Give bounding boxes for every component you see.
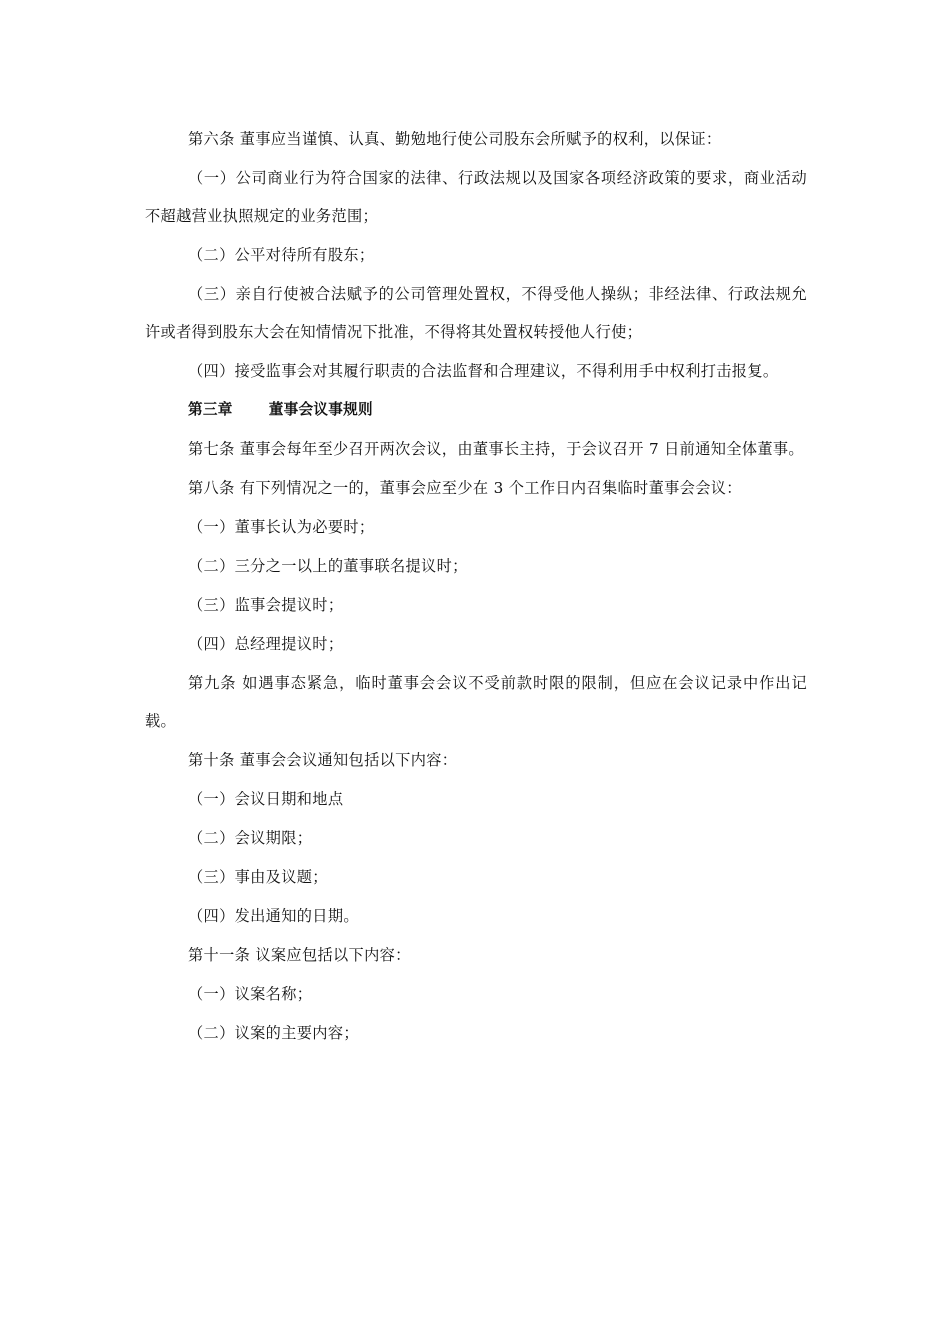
article-11-item-1: （一）议案名称； [188, 985, 313, 1003]
chapter-number: 第三章 [188, 401, 233, 418]
article-6-item-4: （四）接受监事会对其履行职责的合法监督和合理建议，不得利用手中权利打击报复。 [188, 362, 779, 380]
article-6-item-1: （一）公司商业行为符合国家的法律、行政法规以及国家各项经济政策的要求，商业活动不超越营业执照规定的业务范围； [145, 169, 807, 225]
article-11-item-2: （二）议案的主要内容； [188, 1024, 359, 1042]
chapter-heading [145, 391, 807, 429]
article-10-item-3: （三）事由及议题； [188, 868, 328, 886]
article-8-item-4: （四）总经理提议时； [188, 635, 344, 653]
article-10-item-4: （四）发出通知的日期。 [188, 907, 359, 925]
article-8: 第八条 有下列情况之一的，董事会应至少在 3 个工作日内召集临时董事会会议： [188, 479, 742, 497]
article-10-item-2: （二）会议期限； [188, 829, 313, 847]
document-body [145, 120, 807, 1053]
chapter-title: 董事会议事规则 [268, 401, 373, 418]
article-11: 第十一条 议案应包括以下内容： [188, 946, 411, 964]
article-8-item-3: （三）监事会提议时； [188, 596, 344, 614]
article-10-item-1: （一）会议日期和地点 [188, 790, 344, 808]
article-10: 第十条 董事会会议通知包括以下内容： [188, 751, 458, 769]
article-6: 第六条 董事应当谨慎、认真、勤勉地行使公司股东会所赋予的权利，以保证： [188, 130, 722, 148]
article-8-item-1: （一）董事长认为必要时； [188, 518, 375, 536]
article-9: 第九条 如遇事态紧急，临时董事会会议不受前款时限的限制，但应在会议记录中作出记载。 [145, 674, 807, 730]
article-6-item-3: （三）亲自行使被合法赋予的公司管理处置权，不得受他人操纵；非经法律、行政法规允许或者得到股东大会在知情情况下批准，不得将其处置权转授他人行使； [145, 285, 807, 341]
article-8-item-2: （二）三分之一以上的董事联名提议时； [188, 557, 468, 575]
article-7: 第七条 董事会每年至少召开两次会议，由董事长主持，于会议召开 7 日前通知全体董事。 [188, 440, 804, 458]
article-6-item-2: （二）公平对待所有股东； [188, 246, 375, 264]
